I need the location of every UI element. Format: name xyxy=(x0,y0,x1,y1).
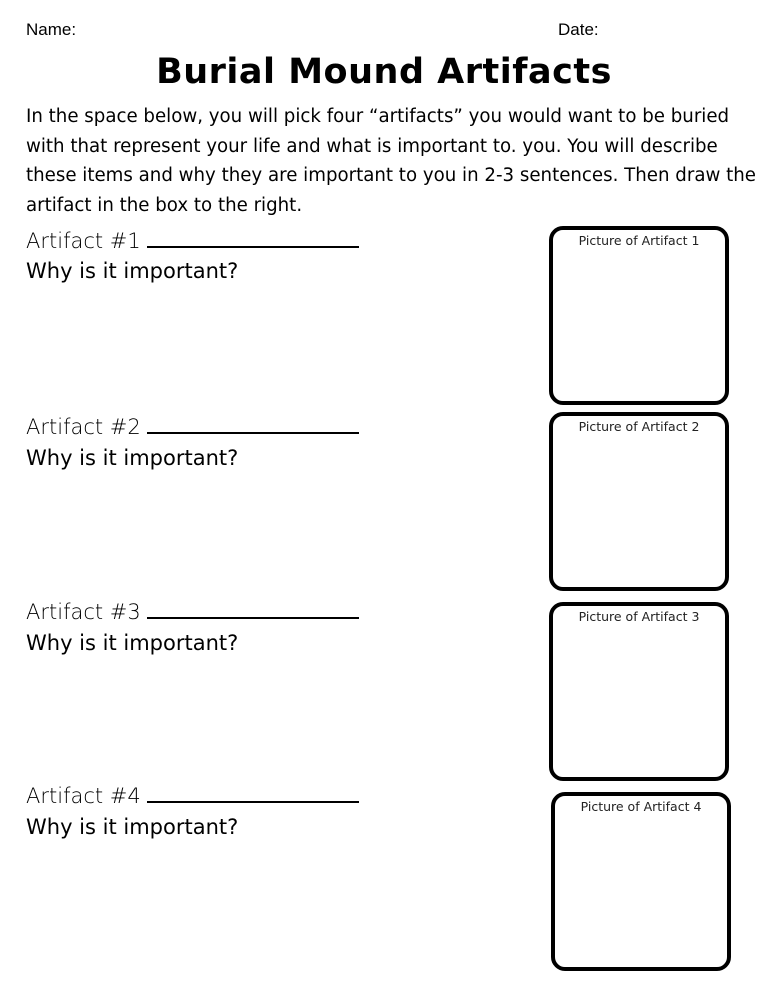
name-label: Name: xyxy=(26,20,77,39)
artifact-2-label: Artifact #2 xyxy=(26,415,141,439)
artifact-2-picture-label: Picture of Artifact 2 xyxy=(578,419,700,434)
artifact-3-question: Why is it important? xyxy=(26,631,239,655)
artifact-3-picture-box[interactable] xyxy=(549,602,729,781)
artifact-1-blank-line[interactable] xyxy=(147,226,359,248)
artifact-4-picture-box[interactable] xyxy=(551,792,731,971)
artifact-1-picture-label: Picture of Artifact 1 xyxy=(578,233,700,248)
artifact-4-picture-label: Picture of Artifact 4 xyxy=(580,799,702,814)
artifact-2-picture-box[interactable] xyxy=(549,412,729,591)
artifact-4-label: Artifact #4 xyxy=(26,784,141,808)
artifact-3-label: Artifact #3 xyxy=(26,600,141,624)
date-label: Date: xyxy=(558,20,599,39)
artifact-3-row xyxy=(26,597,359,624)
artifact-4-row xyxy=(26,781,359,808)
artifact-1-question: Why is it important? xyxy=(26,259,239,283)
artifact-1-picture-box[interactable] xyxy=(549,226,729,405)
page-title: Burial Mound Artifacts xyxy=(156,52,612,92)
artifact-2-row xyxy=(26,412,359,439)
artifact-2-blank-line[interactable] xyxy=(147,412,359,434)
artifact-4-blank-line[interactable] xyxy=(147,781,359,803)
artifact-3-blank-line[interactable] xyxy=(147,597,359,619)
artifact-1-row xyxy=(26,226,359,253)
artifact-3-picture-label: Picture of Artifact 3 xyxy=(578,609,700,624)
artifact-1-label: Artifact #1 xyxy=(26,229,141,253)
instructions-paragraph: In the space below, you will pick four “artifacts” you would want to be buried with that represent your life and what is important to. you. You will describe these items and why they are important to you in 2-3 sentences. Then draw the artifact in the box to the right. xyxy=(26,106,756,216)
artifact-2-question: Why is it important? xyxy=(26,446,239,470)
artifact-4-question: Why is it important? xyxy=(26,815,239,839)
